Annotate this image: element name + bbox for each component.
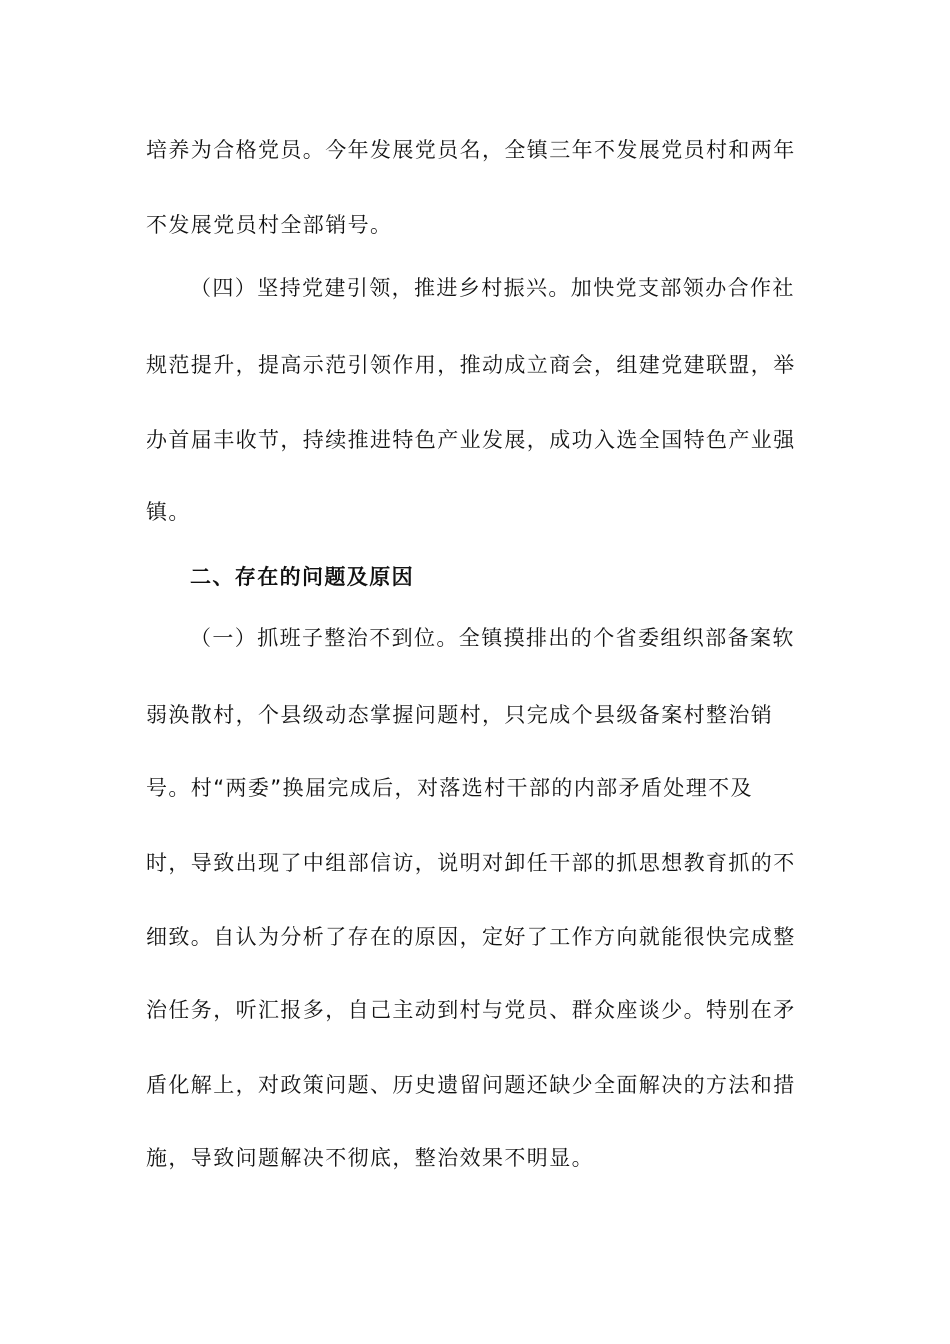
paragraph-3-line-6: 治任务，听汇报多，自己主动到村与党员、群众座谈少。特别在矛 xyxy=(146,998,796,1022)
paragraph-3-line-8: 施，导致问题解决不彻底，整治效果不明显。 xyxy=(146,1146,594,1170)
paragraph-3-line-2: 弱涣散村，个县级动态掌握问题村，只完成个县级备案村整治销 xyxy=(146,703,774,727)
paragraph-2-line-4: 镇。 xyxy=(146,500,191,524)
paragraph-1-line-1: 培养为合格党员。今年发展党员名，全镇三年不发展党员村和两年 xyxy=(146,138,796,162)
paragraph-3-line-1: （一）抓班子整治不到位。全镇摸排出的个省委组织部备案软 xyxy=(190,626,795,650)
paragraph-1-line-2: 不发展党员村全部销号。 xyxy=(146,213,393,237)
paragraph-2-line-2: 规范提升，提高示范引领作用，推动成立商会，组建党建联盟，举 xyxy=(146,353,796,377)
paragraph-3-line-3: 号。村“两委”换届完成后，对落选村干部的内部矛盾处理不及 xyxy=(146,776,753,800)
paragraph-2-line-3: 办首届丰收节，持续推进特色产业发展，成功入选全国特色产业强 xyxy=(146,428,796,452)
paragraph-3-line-4: 时，导致出现了中组部信访，说明对卸任干部的抓思想教育抓的不 xyxy=(146,851,796,875)
section-heading: 二、存在的问题及原因 xyxy=(190,565,414,589)
paragraph-2-line-1: （四）坚持党建引领，推进乡村振兴。加快党支部领办合作社 xyxy=(190,276,795,300)
paragraph-3-line-5: 细致。自认为分析了存在的原因，定好了工作方向就能很快完成整 xyxy=(146,925,796,949)
paragraph-3-line-7: 盾化解上，对政策问题、历史遗留问题还缺少全面解决的方法和措 xyxy=(146,1073,796,1097)
